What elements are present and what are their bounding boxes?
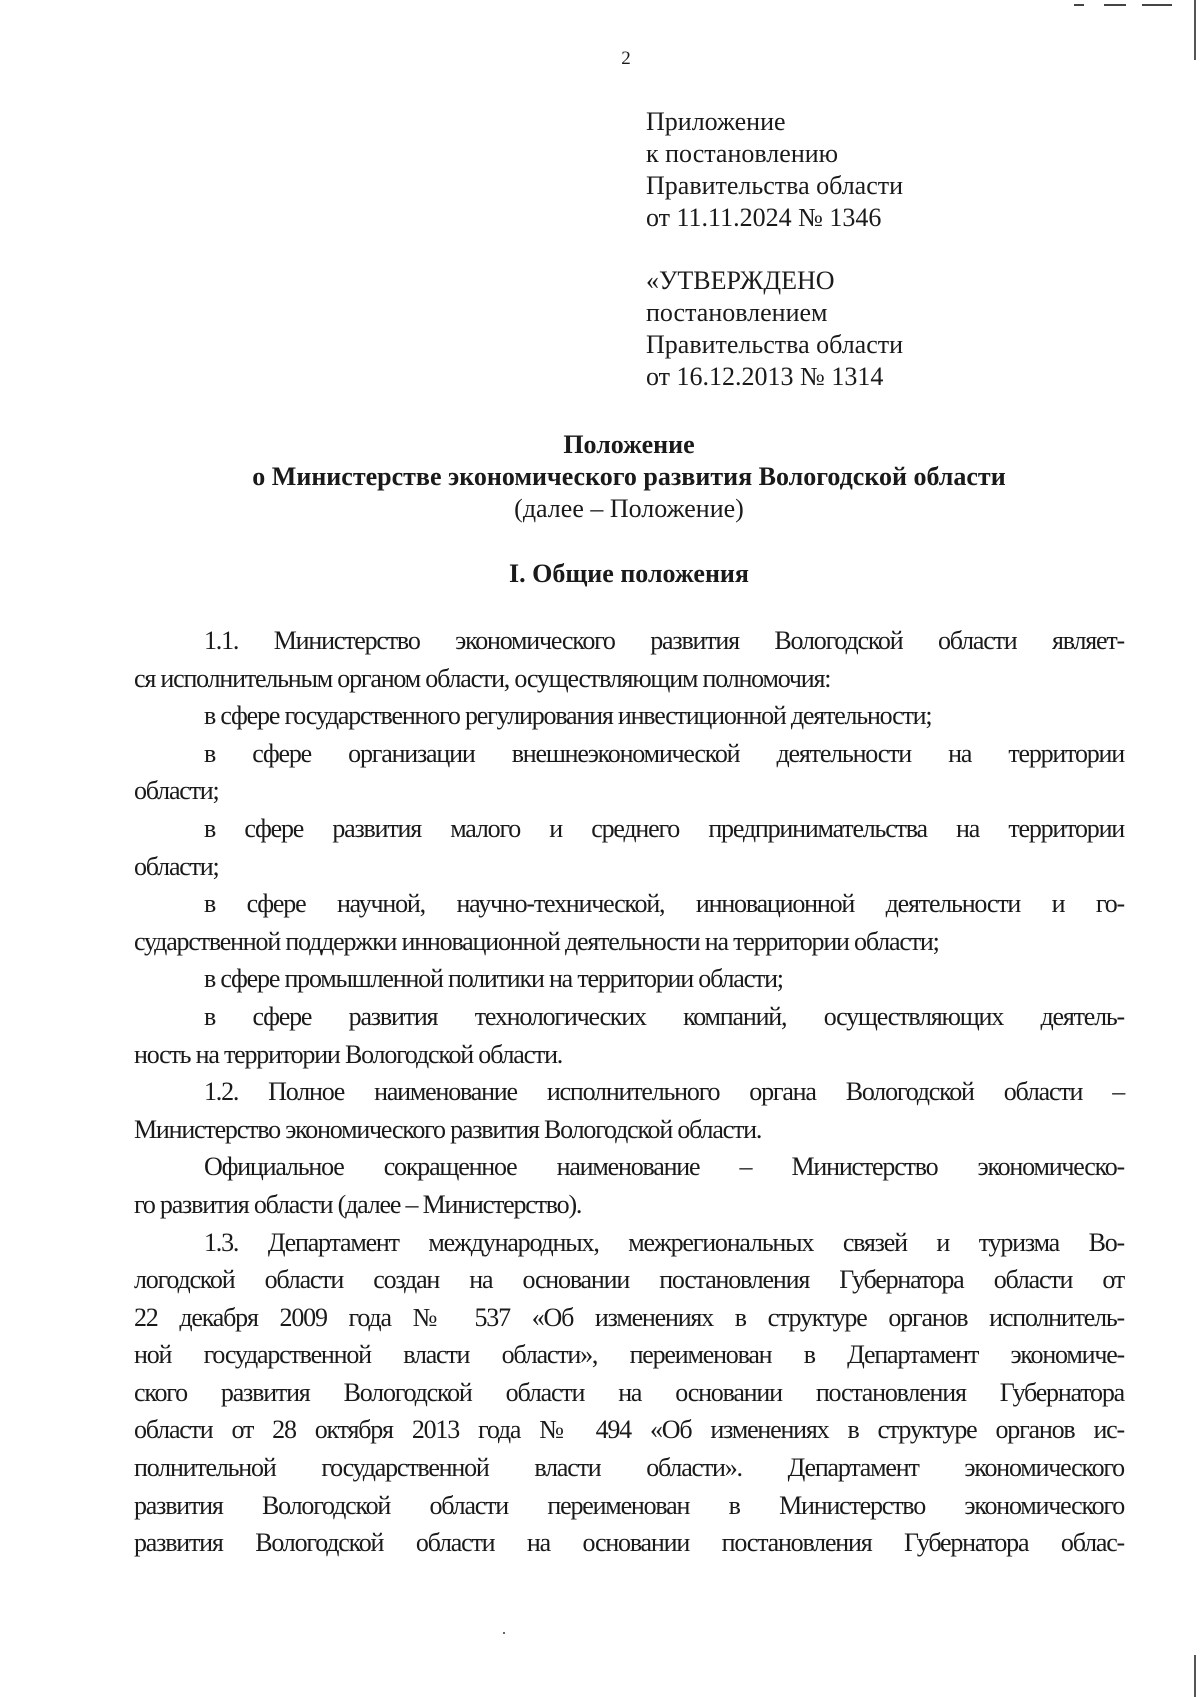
paragraph — [134, 735, 1124, 810]
text-line: полнительной государственной власти области». Департамент экономического — [134, 1453, 1124, 1483]
paragraph — [134, 810, 1124, 885]
text-line: ной государственной власти области», переименован в Департамент экономиче- — [134, 1340, 1124, 1370]
text-line: в сфере научной, научно-технической, инновационной деятельности и го- — [204, 889, 1124, 919]
page-number: 2 — [621, 48, 631, 69]
paragraph — [134, 885, 1124, 960]
text-line: 1.3. Департамент международных, межрегиональных связей и туризма Во- — [204, 1227, 1124, 1257]
text-line: области; — [134, 851, 219, 881]
section-heading: I. Общие положения — [509, 559, 749, 588]
text-line: логодской области создан на основании постановления Губернатора области от — [134, 1265, 1124, 1295]
paragraph — [134, 697, 1124, 735]
title-line-3: (далее – Положение) — [514, 494, 744, 523]
text-line: области; — [134, 776, 219, 806]
approved-date-line: от 16.12.2013 № 1314 — [646, 362, 884, 391]
approved-block — [646, 265, 903, 393]
document-body — [134, 622, 1124, 1562]
paragraph — [134, 1148, 1124, 1223]
scan-artifact — [1074, 0, 1192, 6]
text-line: области от 28 октября 2013 года № 494 «Об изменениях в структуре органов ис- — [134, 1415, 1124, 1445]
text-line: в сфере промышленной политики на территории области; — [204, 964, 783, 994]
text-line: 1.1. Министерство экономического развития Вологодской области являет- — [204, 626, 1124, 655]
text-line: Министерство экономического развития Вологодской области. — [134, 1114, 762, 1144]
text-line: в сфере развития малого и среднего предпринимательства на территории — [204, 813, 1124, 843]
paragraph — [134, 1224, 1124, 1562]
paragraph — [134, 622, 1124, 697]
text-line: в сфере государственного регулирования инвестиционной деятельности; — [204, 701, 932, 731]
text-line: 1.2. Полное наименование исполнительного органа Вологодской области – — [204, 1077, 1124, 1107]
text-line: 22 декабря 2009 года № 537 «Об изменениях в структуре органов исполнитель- — [134, 1302, 1124, 1332]
paragraph — [134, 960, 1124, 998]
text-line: ность на территории Вологодской области. — [134, 1039, 563, 1069]
paragraph — [134, 998, 1124, 1073]
text-line: ского развития Вологодской области на основании постановления Губернатора — [134, 1377, 1124, 1407]
approved-line: «УТВЕРЖДЕНО — [646, 266, 835, 295]
approved-line: Правительства области — [646, 330, 904, 359]
appendix-line: Приложение — [646, 107, 786, 136]
title-line-2: о Министерстве экономического развития Вологодской области — [252, 462, 1006, 491]
text-line: развития Вологодской области на основании постановления Губернатора облас- — [134, 1528, 1124, 1558]
text-line: в сфере организации внешнеэкономической деятельности на территории — [204, 738, 1124, 768]
appendix-line: к постановлению — [646, 139, 839, 168]
appendix-date-line: от 11.11.2024 № 1346 — [646, 203, 882, 232]
paragraph — [134, 1073, 1124, 1148]
text-line: развития Вологодской области переименован в Министерство экономического — [134, 1490, 1124, 1520]
scan-dot — [503, 1632, 505, 1634]
approved-line: постановлением — [646, 298, 828, 327]
text-line: в сфере развития технологических компаний, осуществляющих деятель- — [204, 1001, 1124, 1031]
appendix-line: Правительства области — [646, 171, 904, 200]
document-title — [134, 429, 1124, 525]
text-line: го развития области (далее – Министерство). — [134, 1189, 582, 1219]
scan-edge-mark — [1194, 1655, 1196, 1697]
text-line: Официальное сокращенное наименование – Министерство экономическо- — [204, 1152, 1124, 1182]
text-line: сударственной поддержки инновационной деятельности на территории области; — [134, 926, 939, 956]
appendix-block — [646, 106, 903, 234]
text-line: ся исполнительным органом области, осуществляющим полномочия: — [134, 663, 831, 693]
title-line-1: Положение — [563, 430, 695, 459]
